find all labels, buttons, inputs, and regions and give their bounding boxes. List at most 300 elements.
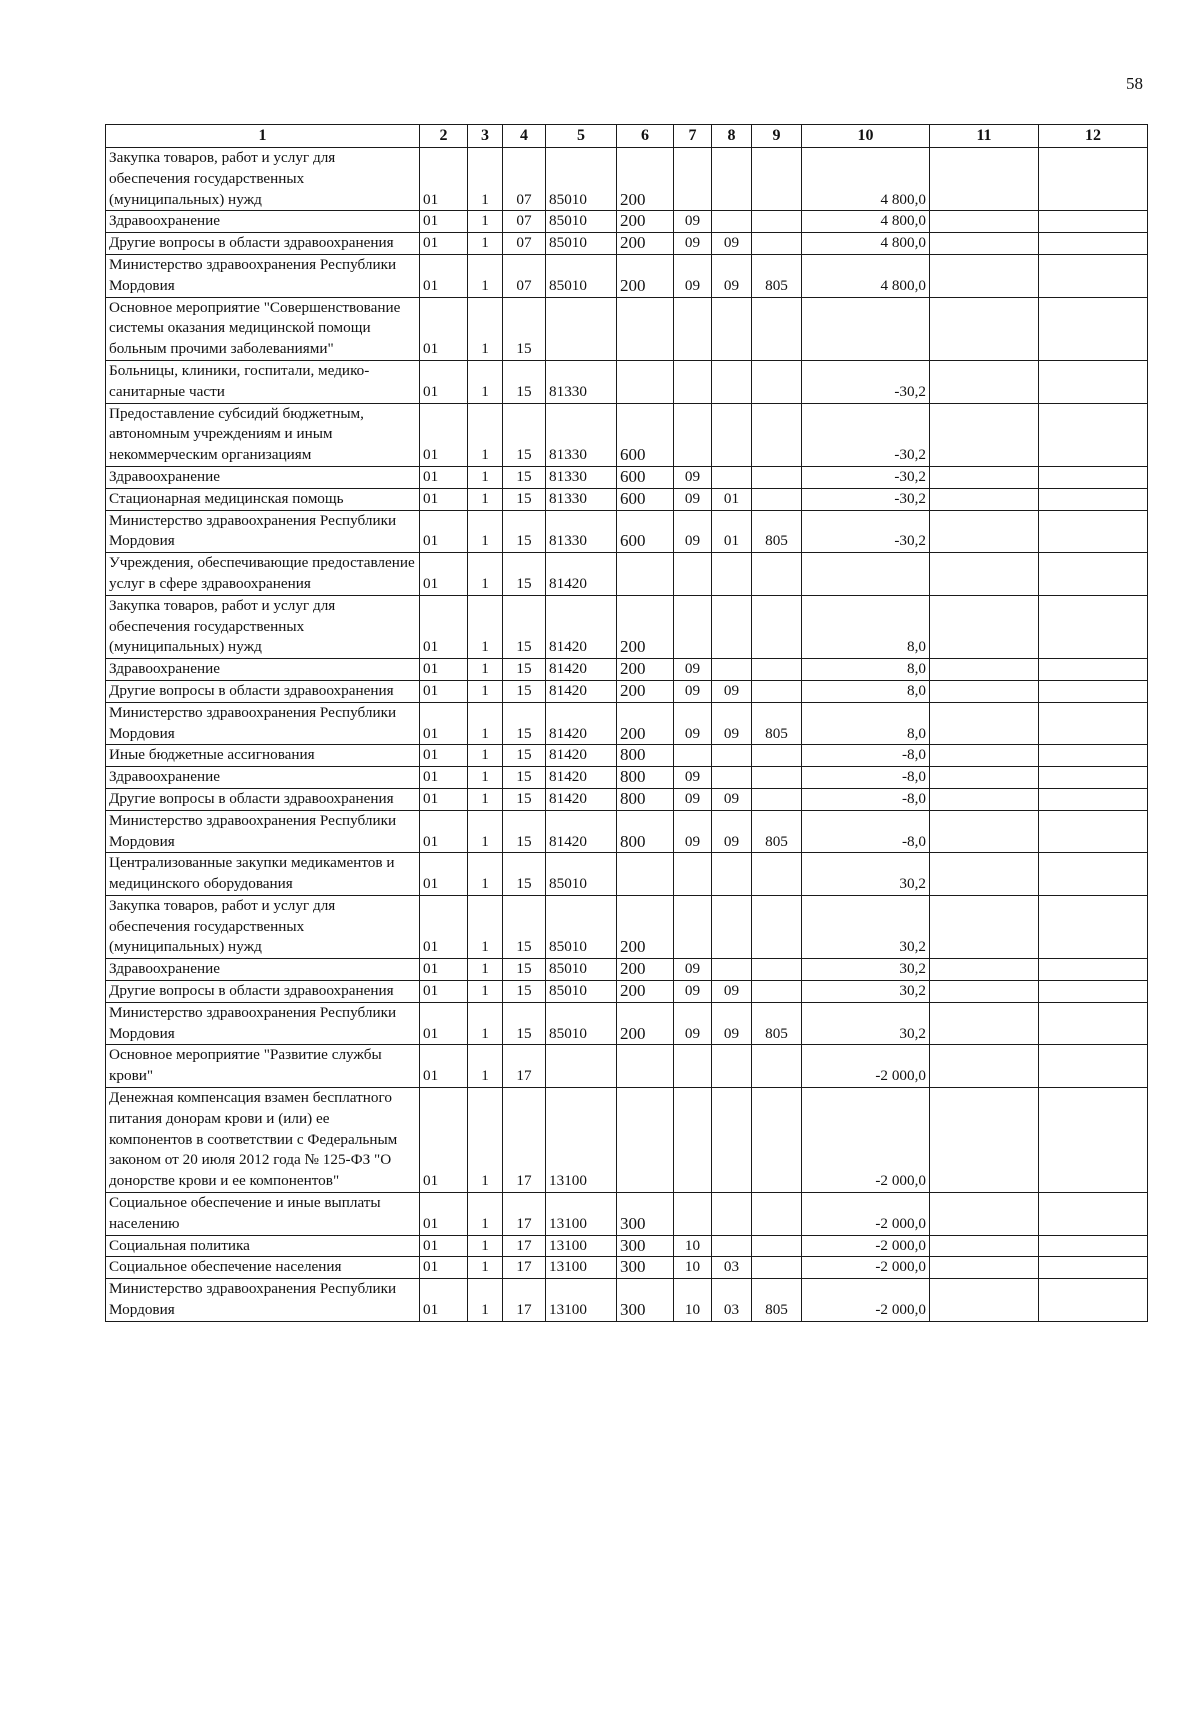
direction-code-cell: 13100 (546, 1193, 617, 1236)
amount-cell: 4 800,0 (802, 254, 930, 297)
section-code-cell: 01 (420, 895, 468, 958)
expense-type-cell (617, 1088, 674, 1193)
row-name-cell: Другие вопросы в области здравоохранения (106, 788, 420, 810)
ministry-code-cell (752, 680, 802, 702)
column-12-cell (1039, 959, 1148, 981)
chapter-cell (674, 853, 712, 896)
row-name-cell: Здравоохранение (106, 959, 420, 981)
ministry-code-cell (752, 788, 802, 810)
header-row (106, 125, 1148, 148)
section-code-cell: 01 (420, 403, 468, 466)
chapter-cell (674, 1045, 712, 1088)
amount-cell: 8,0 (802, 680, 930, 702)
chapter-cell: 09 (674, 981, 712, 1003)
direction-code-cell: 85010 (546, 1002, 617, 1045)
amount-cell: -8,0 (802, 767, 930, 789)
table-row (106, 403, 1148, 466)
column-12-cell (1039, 1193, 1148, 1236)
subsection-cell (712, 466, 752, 488)
ministry-code-cell: 805 (752, 702, 802, 745)
amount-cell: 30,2 (802, 895, 930, 958)
column-12-cell (1039, 853, 1148, 896)
column-11-cell (930, 810, 1039, 853)
row-name-cell: Министерство здравоохранения Республики Мордовия (106, 1002, 420, 1045)
subprogram-code-cell: 1 (468, 297, 503, 360)
amount-cell: 8,0 (802, 659, 930, 681)
subprogram-code-cell: 1 (468, 1193, 503, 1236)
direction-code-cell: 13100 (546, 1257, 617, 1279)
row-name-cell: Министерство здравоохранения Республики Мордовия (106, 702, 420, 745)
chapter-cell: 09 (674, 767, 712, 789)
subprogram-code-cell: 1 (468, 745, 503, 767)
row-name-cell: Основное мероприятие "Совершенствование системы оказания медицинской помощи больным прочими заболеваниями" (106, 297, 420, 360)
row-name-cell: Стационарная медицинская помощь (106, 488, 420, 510)
direction-code-cell: 81420 (546, 553, 617, 596)
direction-code-cell: 81330 (546, 488, 617, 510)
subsection-cell: 09 (712, 254, 752, 297)
ministry-code-cell (752, 981, 802, 1003)
subsection-cell (712, 853, 752, 896)
subsection-cell: 09 (712, 233, 752, 255)
section-code-cell: 01 (420, 1257, 468, 1279)
column-12-cell (1039, 1088, 1148, 1193)
chapter-cell (674, 1193, 712, 1236)
table-body (106, 148, 1148, 1322)
column-11-cell (930, 767, 1039, 789)
table-row (106, 853, 1148, 896)
chapter-cell: 09 (674, 788, 712, 810)
event-code-cell: 15 (503, 595, 546, 658)
column-12-cell (1039, 981, 1148, 1003)
amount-cell: -30,2 (802, 360, 930, 403)
section-code-cell: 01 (420, 767, 468, 789)
column-11-cell (930, 510, 1039, 553)
column-12-cell (1039, 1257, 1148, 1279)
subprogram-code-cell: 1 (468, 148, 503, 211)
subsection-cell: 01 (712, 510, 752, 553)
subsection-cell (712, 895, 752, 958)
subprogram-code-cell: 1 (468, 211, 503, 233)
event-code-cell: 15 (503, 553, 546, 596)
event-code-cell: 15 (503, 466, 546, 488)
expense-type-cell: 300 (617, 1193, 674, 1236)
amount-cell: 4 800,0 (802, 148, 930, 211)
row-name-cell: Централизованные закупки медикаментов и медицинского оборудования (106, 853, 420, 896)
row-name-cell: Другие вопросы в области здравоохранения (106, 233, 420, 255)
direction-code-cell: 81420 (546, 788, 617, 810)
table-row (106, 1045, 1148, 1088)
event-code-cell: 17 (503, 1193, 546, 1236)
expense-type-cell: 200 (617, 1002, 674, 1045)
subprogram-code-cell: 1 (468, 1279, 503, 1322)
event-code-cell: 15 (503, 297, 546, 360)
row-name-cell: Другие вопросы в области здравоохранения (106, 981, 420, 1003)
subprogram-code-cell: 1 (468, 360, 503, 403)
column-11-cell (930, 659, 1039, 681)
subsection-cell (712, 297, 752, 360)
amount-cell (802, 553, 930, 596)
chapter-cell: 09 (674, 659, 712, 681)
row-name-cell: Закупка товаров, работ и услуг для обеспечения государственных (муниципальных) нужд (106, 595, 420, 658)
column-11-cell (930, 466, 1039, 488)
ministry-code-cell: 805 (752, 1002, 802, 1045)
column-12-cell (1039, 1235, 1148, 1257)
subprogram-code-cell: 1 (468, 595, 503, 658)
table-row (106, 959, 1148, 981)
event-code-cell: 15 (503, 680, 546, 702)
event-code-cell: 07 (503, 148, 546, 211)
section-code-cell: 01 (420, 510, 468, 553)
row-name-cell: Другие вопросы в области здравоохранения (106, 680, 420, 702)
row-name-cell: Здравоохранение (106, 211, 420, 233)
subprogram-code-cell: 1 (468, 853, 503, 896)
expense-type-cell: 200 (617, 895, 674, 958)
amount-cell: 30,2 (802, 853, 930, 896)
table-row (106, 553, 1148, 596)
row-name-cell: Социальная политика (106, 1235, 420, 1257)
direction-code-cell: 81330 (546, 403, 617, 466)
chapter-cell (674, 1088, 712, 1193)
section-code-cell: 01 (420, 488, 468, 510)
subsection-cell (712, 1235, 752, 1257)
section-code-cell: 01 (420, 297, 468, 360)
subsection-cell: 09 (712, 1002, 752, 1045)
direction-code-cell: 81420 (546, 680, 617, 702)
chapter-cell: 09 (674, 680, 712, 702)
expense-type-cell (617, 1045, 674, 1088)
direction-code-cell: 81420 (546, 659, 617, 681)
amount-cell: -2 000,0 (802, 1088, 930, 1193)
direction-code-cell: 85010 (546, 211, 617, 233)
event-code-cell: 15 (503, 767, 546, 789)
subsection-cell: 03 (712, 1279, 752, 1322)
row-name-cell: Социальное обеспечение населения (106, 1257, 420, 1279)
chapter-cell: 10 (674, 1235, 712, 1257)
section-code-cell: 01 (420, 1235, 468, 1257)
chapter-cell: 10 (674, 1257, 712, 1279)
event-code-cell: 07 (503, 254, 546, 297)
event-code-cell: 17 (503, 1257, 546, 1279)
direction-code-cell: 81420 (546, 767, 617, 789)
ministry-code-cell (752, 1235, 802, 1257)
event-code-cell: 15 (503, 1002, 546, 1045)
ministry-code-cell: 805 (752, 510, 802, 553)
table-row (106, 233, 1148, 255)
ministry-code-cell (752, 1045, 802, 1088)
section-code-cell: 01 (420, 466, 468, 488)
table-row (106, 360, 1148, 403)
ministry-code-cell (752, 1193, 802, 1236)
expense-type-cell: 200 (617, 659, 674, 681)
expense-type-cell (617, 853, 674, 896)
column-12-cell (1039, 233, 1148, 255)
column-12-cell (1039, 895, 1148, 958)
column-11-cell (930, 895, 1039, 958)
column-12-cell (1039, 659, 1148, 681)
chapter-cell (674, 360, 712, 403)
ministry-code-cell (752, 1088, 802, 1193)
section-code-cell: 01 (420, 659, 468, 681)
section-code-cell: 01 (420, 211, 468, 233)
budget-table (105, 124, 1148, 1322)
column-11-cell (930, 1045, 1039, 1088)
amount-cell: -30,2 (802, 488, 930, 510)
column-11-cell (930, 1002, 1039, 1045)
amount-cell: -2 000,0 (802, 1045, 930, 1088)
column-12-cell (1039, 1279, 1148, 1322)
row-name-cell: Предоставление субсидий бюджетным, автономным учреждениям и иным некоммерческим организациям (106, 403, 420, 466)
amount-cell: 30,2 (802, 1002, 930, 1045)
chapter-cell: 09 (674, 510, 712, 553)
row-name-cell: Социальное обеспечение и иные выплаты населению (106, 1193, 420, 1236)
expense-type-cell: 800 (617, 767, 674, 789)
column-11-cell (930, 211, 1039, 233)
amount-cell: 8,0 (802, 595, 930, 658)
column-11-cell (930, 959, 1039, 981)
direction-code-cell: 81330 (546, 466, 617, 488)
chapter-cell: 09 (674, 488, 712, 510)
subsection-cell (712, 659, 752, 681)
section-code-cell: 01 (420, 788, 468, 810)
chapter-cell: 09 (674, 810, 712, 853)
column-11-cell (930, 488, 1039, 510)
event-code-cell: 15 (503, 959, 546, 981)
section-code-cell: 01 (420, 745, 468, 767)
subprogram-code-cell: 1 (468, 553, 503, 596)
event-code-cell: 15 (503, 403, 546, 466)
ministry-code-cell (752, 233, 802, 255)
event-code-cell: 17 (503, 1235, 546, 1257)
table-row (106, 788, 1148, 810)
ministry-code-cell (752, 745, 802, 767)
column-11-cell (930, 148, 1039, 211)
section-code-cell: 01 (420, 1088, 468, 1193)
subsection-cell (712, 403, 752, 466)
row-name-cell: Учреждения, обеспечивающие предоставление услуг в сфере здравоохранения (106, 553, 420, 596)
expense-type-cell: 800 (617, 788, 674, 810)
amount-cell: -30,2 (802, 403, 930, 466)
expense-type-cell (617, 360, 674, 403)
row-name-cell: Закупка товаров, работ и услуг для обеспечения государственных (муниципальных) нужд (106, 148, 420, 211)
section-code-cell: 01 (420, 595, 468, 658)
amount-cell: -30,2 (802, 510, 930, 553)
amount-cell: -2 000,0 (802, 1279, 930, 1322)
ministry-code-cell (752, 853, 802, 896)
column-11-cell (930, 595, 1039, 658)
direction-code-cell: 85010 (546, 959, 617, 981)
table-row (106, 1002, 1148, 1045)
event-code-cell: 15 (503, 895, 546, 958)
direction-code-cell: 81330 (546, 510, 617, 553)
column-11-cell (930, 680, 1039, 702)
amount-cell: -2 000,0 (802, 1257, 930, 1279)
table-row (106, 659, 1148, 681)
column-header: 5 (546, 125, 617, 148)
row-name-cell: Больницы, клиники, госпитали, медико-санитарные части (106, 360, 420, 403)
ministry-code-cell (752, 466, 802, 488)
expense-type-cell: 200 (617, 959, 674, 981)
expense-type-cell: 200 (617, 680, 674, 702)
row-name-cell: Здравоохранение (106, 767, 420, 789)
event-code-cell: 15 (503, 810, 546, 853)
table-row (106, 148, 1148, 211)
column-12-cell (1039, 788, 1148, 810)
direction-code-cell: 85010 (546, 981, 617, 1003)
direction-code-cell: 81420 (546, 702, 617, 745)
expense-type-cell: 200 (617, 148, 674, 211)
ministry-code-cell (752, 360, 802, 403)
expense-type-cell: 200 (617, 981, 674, 1003)
amount-cell: -2 000,0 (802, 1193, 930, 1236)
column-11-cell (930, 403, 1039, 466)
column-11-cell (930, 553, 1039, 596)
column-12-cell (1039, 767, 1148, 789)
column-header: 1 (106, 125, 420, 148)
column-header: 7 (674, 125, 712, 148)
subprogram-code-cell: 1 (468, 510, 503, 553)
table-row (106, 981, 1148, 1003)
amount-cell: 4 800,0 (802, 211, 930, 233)
section-code-cell: 01 (420, 981, 468, 1003)
ministry-code-cell (752, 959, 802, 981)
chapter-cell (674, 595, 712, 658)
subsection-cell (712, 553, 752, 596)
event-code-cell: 07 (503, 211, 546, 233)
column-11-cell (930, 981, 1039, 1003)
column-12-cell (1039, 466, 1148, 488)
direction-code-cell: 81330 (546, 360, 617, 403)
direction-code-cell: 85010 (546, 254, 617, 297)
column-12-cell (1039, 148, 1148, 211)
column-11-cell (930, 788, 1039, 810)
expense-type-cell: 200 (617, 211, 674, 233)
table-row (106, 767, 1148, 789)
subsection-cell (712, 1088, 752, 1193)
subprogram-code-cell: 1 (468, 702, 503, 745)
column-header: 3 (468, 125, 503, 148)
column-12-cell (1039, 1045, 1148, 1088)
column-12-cell (1039, 488, 1148, 510)
subprogram-code-cell: 1 (468, 254, 503, 297)
subprogram-code-cell: 1 (468, 767, 503, 789)
column-header: 8 (712, 125, 752, 148)
expense-type-cell: 300 (617, 1235, 674, 1257)
expense-type-cell: 200 (617, 254, 674, 297)
column-header: 9 (752, 125, 802, 148)
expense-type-cell: 800 (617, 745, 674, 767)
subsection-cell: 09 (712, 702, 752, 745)
ministry-code-cell (752, 211, 802, 233)
row-name-cell: Министерство здравоохранения Республики Мордовия (106, 510, 420, 553)
chapter-cell: 09 (674, 254, 712, 297)
row-name-cell: Основное мероприятие "Развитие службы крови" (106, 1045, 420, 1088)
table-row (106, 297, 1148, 360)
row-name-cell: Министерство здравоохранения Республики Мордовия (106, 1279, 420, 1322)
amount-cell: -2 000,0 (802, 1235, 930, 1257)
expense-type-cell: 200 (617, 233, 674, 255)
column-12-cell (1039, 702, 1148, 745)
subsection-cell (712, 1193, 752, 1236)
chapter-cell: 09 (674, 702, 712, 745)
column-12-cell (1039, 1002, 1148, 1045)
column-11-cell (930, 1279, 1039, 1322)
column-11-cell (930, 360, 1039, 403)
event-code-cell: 15 (503, 702, 546, 745)
subprogram-code-cell: 1 (468, 1088, 503, 1193)
column-12-cell (1039, 297, 1148, 360)
subprogram-code-cell: 1 (468, 233, 503, 255)
subprogram-code-cell: 1 (468, 466, 503, 488)
expense-type-cell: 300 (617, 1279, 674, 1322)
event-code-cell: 15 (503, 488, 546, 510)
subprogram-code-cell: 1 (468, 659, 503, 681)
section-code-cell: 01 (420, 553, 468, 596)
column-12-cell (1039, 680, 1148, 702)
expense-type-cell: 200 (617, 702, 674, 745)
ministry-code-cell (752, 553, 802, 596)
direction-code-cell: 85010 (546, 895, 617, 958)
direction-code-cell: 81420 (546, 595, 617, 658)
amount-cell: -8,0 (802, 810, 930, 853)
amount-cell (802, 297, 930, 360)
row-name-cell: Министерство здравоохранения Республики Мордовия (106, 810, 420, 853)
table-row (106, 466, 1148, 488)
direction-code-cell: 85010 (546, 233, 617, 255)
subprogram-code-cell: 1 (468, 810, 503, 853)
event-code-cell: 15 (503, 360, 546, 403)
subsection-cell: 03 (712, 1257, 752, 1279)
row-name-cell: Закупка товаров, работ и услуг для обеспечения государственных (муниципальных) нужд (106, 895, 420, 958)
subprogram-code-cell: 1 (468, 1235, 503, 1257)
table-header (106, 125, 1148, 148)
subprogram-code-cell: 1 (468, 895, 503, 958)
table-row (106, 810, 1148, 853)
ministry-code-cell: 805 (752, 254, 802, 297)
section-code-cell: 01 (420, 233, 468, 255)
table-row (106, 745, 1148, 767)
chapter-cell (674, 297, 712, 360)
amount-cell: 30,2 (802, 959, 930, 981)
expense-type-cell: 200 (617, 595, 674, 658)
amount-cell: -8,0 (802, 788, 930, 810)
ministry-code-cell: 805 (752, 1279, 802, 1322)
section-code-cell: 01 (420, 360, 468, 403)
column-11-cell (930, 297, 1039, 360)
direction-code-cell (546, 297, 617, 360)
amount-cell: 8,0 (802, 702, 930, 745)
expense-type-cell: 600 (617, 510, 674, 553)
ministry-code-cell (752, 297, 802, 360)
subprogram-code-cell: 1 (468, 403, 503, 466)
direction-code-cell: 13100 (546, 1279, 617, 1322)
direction-code-cell: 81420 (546, 810, 617, 853)
event-code-cell: 15 (503, 510, 546, 553)
ministry-code-cell (752, 659, 802, 681)
chapter-cell (674, 403, 712, 466)
section-code-cell: 01 (420, 1279, 468, 1322)
ministry-code-cell (752, 595, 802, 658)
column-header: 10 (802, 125, 930, 148)
row-name-cell: Денежная компенсация взамен бесплатного питания донорам крови и (или) ее компонентов в соответствии с Федеральным законом от 20 июля 2012 года № 125-ФЗ "О донорстве крови и ее компонентов" (106, 1088, 420, 1193)
subprogram-code-cell: 1 (468, 680, 503, 702)
column-11-cell (930, 1088, 1039, 1193)
subsection-cell: 09 (712, 788, 752, 810)
chapter-cell: 10 (674, 1279, 712, 1322)
amount-cell: 4 800,0 (802, 233, 930, 255)
section-code-cell: 01 (420, 1193, 468, 1236)
expense-type-cell: 800 (617, 810, 674, 853)
subprogram-code-cell: 1 (468, 488, 503, 510)
